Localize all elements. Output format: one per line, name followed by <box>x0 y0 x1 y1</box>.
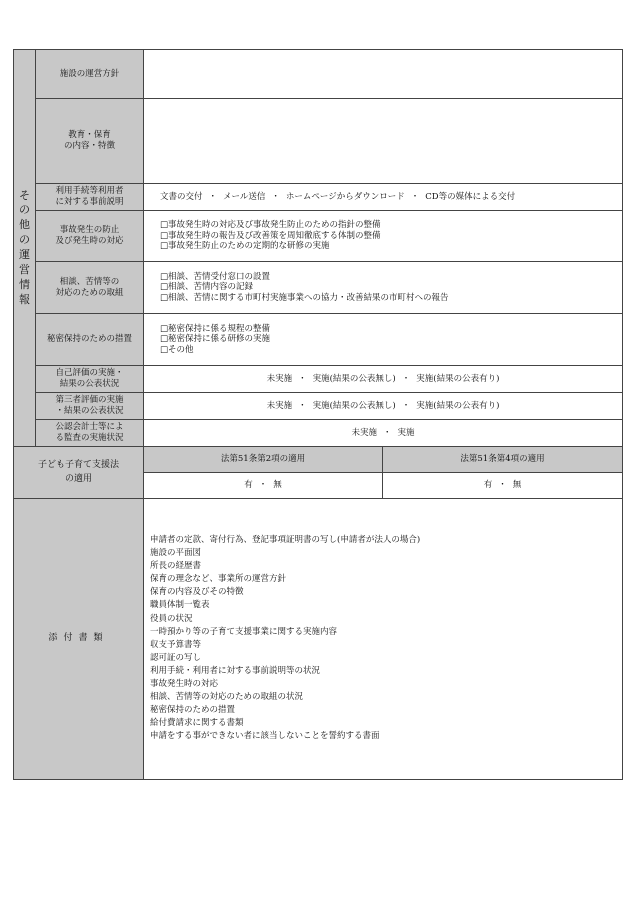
attachments-list <box>144 499 623 780</box>
kodomo-col2-options: 有 ・ 無 <box>383 473 623 499</box>
option-yes[interactable]: 有 <box>483 480 493 491</box>
attachments-label: 添付書類 <box>14 499 144 780</box>
list-item: 利用手続・利用者に対する事前説明等の状況 <box>150 665 321 676</box>
checkbox-item[interactable]: □事故発生防止のための定期的な研修の実施 <box>160 241 330 252</box>
privacy-label: 秘密保持のための措置 <box>36 314 144 366</box>
checkbox-item[interactable]: □秘密保持に係る研修の実施 <box>160 334 271 345</box>
list-item: 申請をする事ができない者に該当しないことを誓約する書面 <box>150 731 380 742</box>
policy-value[interactable] <box>144 50 623 99</box>
checkbox-item[interactable]: □秘密保持に係る規程の整備 <box>160 323 271 334</box>
audit-label: 公認会計士等によ る監査の実施状況 <box>36 420 144 447</box>
list-item: 秘密保持のための措置 <box>150 705 236 716</box>
list-item: 給付費請求に関する書類 <box>150 718 244 729</box>
option-document[interactable]: 文書の交付 <box>160 191 203 202</box>
policy-label: 施設の運営方針 <box>36 50 144 99</box>
list-item: 相談、苦情等の対応のための取組の状況 <box>150 692 304 703</box>
option-implemented-unpublished[interactable]: 実施(結果の公表無し) <box>312 400 396 411</box>
complaint-label: 相談、苦情等の 対応のための取組 <box>36 262 144 314</box>
kodomo-col1-options: 有 ・ 無 <box>144 473 383 499</box>
kodomo-law-label: 子ども子育て支援法 の適用 <box>14 447 144 499</box>
section-label-other-operation-info: そ の 他 の 運 営 情 報 <box>14 50 36 447</box>
checkbox-item[interactable]: □その他 <box>160 344 194 355</box>
audit-options: 未実施 ・ 実施 <box>144 420 623 447</box>
option-implemented[interactable]: 実施 <box>397 427 415 438</box>
operation-info-table <box>13 49 623 780</box>
list-item: 保育の理念など、事業所の運営方針 <box>150 574 287 585</box>
checkbox-item[interactable]: □事故発生時の報告及び改善策を周知徹底する体制の整備 <box>160 230 381 241</box>
education-value[interactable] <box>144 99 623 184</box>
list-item: 保育の内容及びその特徴 <box>150 587 244 598</box>
privacy-checklist <box>144 314 623 366</box>
list-item: 認可証の写し <box>150 652 202 663</box>
checkbox-item[interactable]: □相談、苦情内容の記録 <box>160 282 254 293</box>
accident-label: 事故発生の防止 及び発生時の対応 <box>36 211 144 262</box>
list-item: 施設の平面図 <box>150 548 202 559</box>
option-no[interactable]: 無 <box>512 480 522 491</box>
option-email[interactable]: メール送信 <box>223 191 266 202</box>
kodomo-col2-header: 法第51条第4項の適用 <box>383 447 623 473</box>
complaint-checklist <box>144 262 623 314</box>
accident-checklist <box>144 211 623 262</box>
list-item: 一時預かり等の子育て支援事業に関する実施内容 <box>150 626 338 637</box>
option-not-implemented[interactable]: 未実施 <box>351 427 377 438</box>
list-item: 職員体制一覧表 <box>150 600 210 611</box>
list-item: 事故発生時の対応 <box>150 679 219 690</box>
list-item: 収支予算書等 <box>150 639 202 650</box>
option-implemented-unpublished[interactable]: 実施(結果の公表無し) <box>312 373 396 384</box>
option-no[interactable]: 無 <box>273 480 282 491</box>
third-eval-options: 未実施 ・ 実施(結果の公表無し) ・ 実施(結果の公表有り) <box>144 393 623 420</box>
option-implemented-published[interactable]: 実施(結果の公表有り) <box>416 400 500 411</box>
self-eval-label: 自己評価の実施・ 結果の公表状況 <box>36 366 144 393</box>
option-yes[interactable]: 有 <box>244 480 253 491</box>
checkbox-item[interactable]: □事故発生時の対応及び事故発生防止のための指針の整備 <box>160 220 381 231</box>
option-not-implemented[interactable]: 未実施 <box>266 400 293 411</box>
explanation-options: 文書の交付 ・ メール送信 ・ ホームページからダウンロード ・ CD等の媒体による交付 <box>144 184 623 211</box>
option-cd[interactable]: CD等の媒体による交付 <box>425 191 516 202</box>
list-item: 所長の経歴書 <box>150 561 202 572</box>
kodomo-col1-header: 法第51条第2項の適用 <box>144 447 383 473</box>
option-implemented-published[interactable]: 実施(結果の公表有り) <box>416 373 500 384</box>
self-eval-options: 未実施 ・ 実施(結果の公表無し) ・ 実施(結果の公表有り) <box>144 366 623 393</box>
checkbox-item[interactable]: □相談、苦情受付窓口の設置 <box>160 271 271 282</box>
application-form <box>13 49 622 780</box>
third-eval-label: 第三者評価の実施 ・結果の公表状況 <box>36 393 144 420</box>
option-download[interactable]: ホームページからダウンロード <box>285 191 405 202</box>
option-not-implemented[interactable]: 未実施 <box>266 373 293 384</box>
checkbox-item[interactable]: □相談、苦情に関する市町村実施事業への協力・改善結果の市町村への報告 <box>160 292 449 303</box>
education-label: 教育・保育 の内容・特徴 <box>36 99 144 184</box>
explanation-label: 利用手続等利用者 に対する事前説明 <box>36 184 144 211</box>
list-item: 役員の状況 <box>150 613 193 624</box>
list-item: 申請者の定款、寄付行為、登記事項証明書の写し(申請者が法人の場合) <box>150 535 421 545</box>
